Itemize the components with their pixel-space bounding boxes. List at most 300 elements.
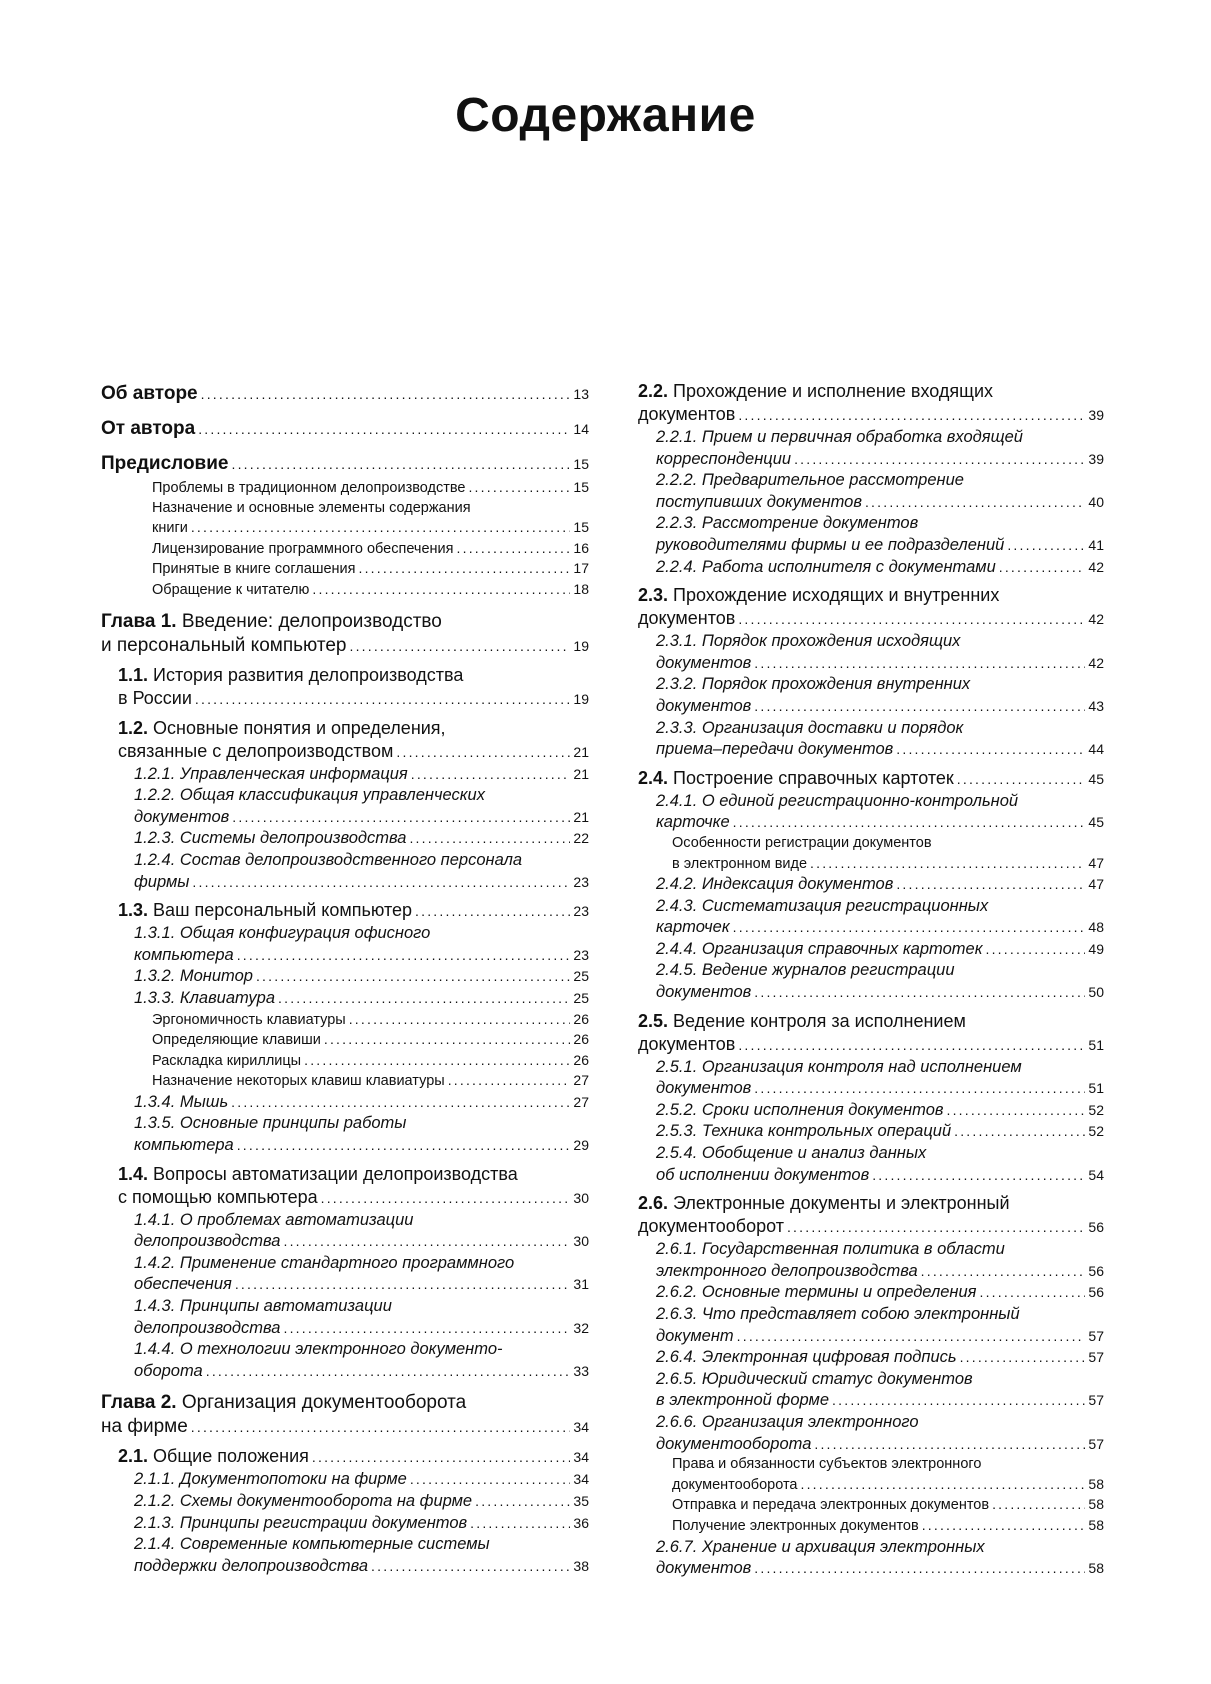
dot-leader <box>733 812 1086 834</box>
dot-leader <box>409 828 570 850</box>
toc-entry-text-wrap <box>656 1282 977 1304</box>
dot-leader <box>396 741 570 764</box>
toc-entry-title: 2.6.4. Электронная цифровая подпись <box>656 1348 957 1367</box>
toc-entry-last-line <box>152 1071 589 1092</box>
toc-entry-title: 1.2.2. Общая классификация управленческих <box>134 786 485 805</box>
toc-entry-line <box>118 717 589 740</box>
dot-leader <box>358 559 570 579</box>
dot-leader <box>232 451 571 478</box>
toc-entry-line <box>656 1304 1104 1326</box>
toc-entry-line <box>152 499 589 519</box>
toc-entry-text-wrap <box>134 872 189 894</box>
toc-entry-title: Лицензирование программного обеспечения <box>152 540 454 557</box>
toc-entry-line <box>101 610 589 634</box>
toc-entry <box>101 415 589 443</box>
toc-entry <box>101 539 589 560</box>
toc-entry-title: поступивших документов <box>656 492 862 511</box>
toc-entry <box>101 1071 589 1092</box>
toc-entry-title: 2.6.1. Государственная политика в области <box>656 1240 1005 1259</box>
toc-entry-text-wrap <box>134 1211 413 1229</box>
toc-entry-title: документов <box>656 696 752 715</box>
toc-entry <box>101 1163 589 1210</box>
toc-entry-last-line <box>101 450 589 478</box>
toc-page-number: 39 <box>1088 407 1104 423</box>
toc-entry-last-line <box>638 607 1104 631</box>
toc-entry-last-line <box>134 828 589 850</box>
toc-entry-title: в России <box>118 687 192 708</box>
toc-entry-title: Предисловие <box>101 453 229 474</box>
toc-entry-text-wrap <box>656 1413 919 1431</box>
toc-entry <box>638 1516 1104 1537</box>
toc-entry-title: фирмы <box>134 872 190 891</box>
toc-page-number: 33 <box>573 1362 589 1379</box>
dot-leader <box>304 1051 570 1071</box>
toc-entry <box>101 1030 589 1051</box>
toc-entry-title: 2.4.5. Ведение журналов регистрации <box>656 961 955 980</box>
toc-entry-text-wrap <box>152 479 465 499</box>
toc-entry-title: 2.3.1. Порядок прохождения исходящих <box>656 632 961 651</box>
dot-leader <box>201 381 571 408</box>
toc-entry-last-line <box>134 945 589 967</box>
toc-entry <box>101 478 589 499</box>
toc-entry-text-wrap <box>656 1370 973 1388</box>
toc-entry-title: с помощью компьютера <box>118 1186 318 1207</box>
dot-leader <box>411 764 571 786</box>
toc-entry <box>638 1304 1104 1347</box>
dot-leader <box>754 1078 1085 1100</box>
toc-entry <box>101 828 589 850</box>
toc-entry-line <box>638 380 1104 403</box>
toc-entry-title: 2.1.2. Схемы документооборота на фирме <box>134 1492 473 1510</box>
toc-page-number: 32 <box>573 1319 589 1336</box>
dot-leader <box>946 1100 1085 1122</box>
toc-entry-line <box>656 631 1104 653</box>
toc-entry-text-wrap <box>134 1274 232 1296</box>
toc-entry <box>101 580 589 601</box>
toc-entry-title: связанные с делопроизводством <box>118 740 394 761</box>
toc-entry-title: Отправка и передача электронных документов <box>672 1497 990 1514</box>
toc-entry-text-wrap <box>134 924 430 942</box>
dot-leader <box>960 1347 1086 1369</box>
toc-entry <box>638 1057 1104 1100</box>
dot-leader <box>738 608 1085 631</box>
toc-entry-title: 1.3.1. Общая конфигурация офисного <box>134 924 431 943</box>
toc-entry-number: 2.3. <box>638 585 669 606</box>
toc-entry-title: Организация документооборота <box>181 1392 467 1414</box>
toc-entry-text-wrap <box>638 1011 966 1031</box>
toc-entry-number: Глава 1. <box>101 610 177 632</box>
toc-entry-text-wrap <box>134 1114 406 1132</box>
toc-entry-line <box>656 791 1104 813</box>
toc-entry-last-line <box>152 518 589 539</box>
dot-leader <box>235 1274 571 1296</box>
toc-page-number: 34 <box>573 1471 589 1488</box>
toc-entry-line <box>118 664 589 687</box>
toc-entry-last-line <box>101 380 589 408</box>
toc-entry-last-line <box>152 580 589 601</box>
toc-entry <box>101 664 589 711</box>
toc-entry <box>101 1113 589 1156</box>
toc-entry-last-line <box>638 1033 1104 1057</box>
toc-entry-title: документооборота <box>672 1476 798 1493</box>
toc-entry-title: корреспонденции <box>656 449 792 468</box>
toc-entry-text-wrap <box>638 607 735 630</box>
toc-entry-title: книги <box>152 520 188 537</box>
toc-page-number: 23 <box>573 873 589 890</box>
toc-page-number: 18 <box>573 580 589 597</box>
toc-entry <box>638 557 1104 579</box>
toc-entry-line <box>638 1192 1104 1215</box>
toc-entry-last-line <box>656 492 1104 514</box>
toc-page-number: 25 <box>573 989 589 1006</box>
toc-entry-text-wrap <box>638 381 993 401</box>
toc-entry-title: 2.1.1. Документопотоки на фирме <box>134 1470 407 1489</box>
toc-entry-last-line <box>656 1165 1104 1187</box>
dot-leader <box>192 872 570 894</box>
toc-entry-last-line <box>656 1121 1104 1143</box>
dot-leader <box>922 1516 1086 1536</box>
toc-entry <box>638 584 1104 631</box>
toc-entry-title: Раскладка кириллицы <box>152 1052 302 1069</box>
toc-page-number: 15 <box>573 479 589 495</box>
toc-entry-text-wrap <box>134 851 522 869</box>
toc-entry <box>101 380 589 408</box>
toc-entry-text-wrap <box>656 471 964 489</box>
toc-entry-title: Особенности регистрации документов <box>672 834 932 851</box>
toc-entry-title: Введение: делопроизводство <box>181 610 442 632</box>
toc-entry-text-wrap <box>152 540 454 560</box>
toc-entry-text-wrap <box>672 1496 989 1516</box>
toc-entry-text-wrap <box>656 696 751 718</box>
toc-entry-line <box>656 674 1104 696</box>
page-title: Содержание <box>455 89 756 142</box>
dot-leader <box>448 1071 571 1091</box>
toc-entry-text-wrap <box>134 1556 368 1578</box>
toc-entry-title: и персональный компьютер <box>101 634 347 656</box>
toc-entry-text-wrap <box>101 1392 466 1413</box>
toc-entry <box>638 791 1104 834</box>
toc-page-number: 26 <box>573 1031 589 1048</box>
dot-leader <box>801 1475 1086 1495</box>
toc-entry-last-line <box>656 535 1104 557</box>
dot-leader <box>283 1231 570 1253</box>
toc-entry-title: 2.4.1. О единой регистрационно-контрольной <box>656 791 1019 810</box>
toc-entry-title: документов <box>638 404 736 424</box>
toc-page-number: 42 <box>1088 558 1104 575</box>
toc-entry-text-wrap <box>134 807 229 829</box>
toc-entry-text-wrap <box>152 1011 346 1031</box>
toc-page-number: 56 <box>1088 1219 1104 1236</box>
toc-entry-line <box>656 470 1104 492</box>
dot-leader <box>195 688 571 711</box>
toc-entry <box>638 1239 1104 1282</box>
toc-page-number: 56 <box>1088 1284 1104 1301</box>
toc-entry-title: документов <box>656 983 752 1002</box>
toc-entry-text-wrap <box>656 1305 1020 1323</box>
dot-leader <box>1007 535 1085 557</box>
toc-entry-line <box>656 1239 1104 1261</box>
toc-entry-text-wrap <box>152 519 188 539</box>
toc-entry <box>101 923 589 966</box>
dot-leader <box>733 917 1086 939</box>
toc-entry-title: 2.1.4. Современные компьютерные системы <box>134 1535 490 1554</box>
dot-leader <box>992 1495 1085 1515</box>
dot-leader <box>921 1261 1086 1283</box>
dot-leader <box>321 1187 571 1210</box>
toc-entry <box>101 1296 589 1339</box>
toc-entry-last-line <box>134 872 589 894</box>
toc-entry-text-wrap <box>672 1517 919 1537</box>
toc-entry-title: документ <box>656 1326 734 1345</box>
toc-entry-text-wrap <box>134 1361 203 1383</box>
toc-entry <box>101 1469 589 1491</box>
toc-entry-title: поддержки делопроизводства <box>134 1556 369 1575</box>
toc-entry-last-line <box>134 1361 589 1383</box>
toc-entry-last-line <box>134 1274 589 1296</box>
toc-entry-last-line <box>134 764 589 786</box>
toc-entry <box>638 1100 1104 1122</box>
toc-entry-last-line <box>134 1513 589 1535</box>
toc-entry-line <box>672 1455 1104 1475</box>
toc-entry-last-line <box>134 1231 589 1253</box>
toc-entry-title: От автора <box>101 418 196 439</box>
toc-entry-last-line <box>101 1415 589 1439</box>
toc-entry <box>638 1347 1104 1369</box>
toc-entry-title: Общие положения <box>153 1446 309 1467</box>
toc-page-number: 43 <box>1088 697 1104 714</box>
toc-entry-text-wrap <box>656 982 751 1004</box>
toc-entry-text-wrap <box>152 1052 301 1072</box>
toc-entry-line <box>134 1339 589 1361</box>
toc-page-number: 48 <box>1088 919 1104 936</box>
toc-page-number: 42 <box>1088 654 1104 671</box>
toc-entry-last-line <box>134 1318 589 1340</box>
dot-leader <box>475 1491 570 1513</box>
toc-entry <box>101 988 589 1010</box>
dot-leader <box>957 768 1086 791</box>
toc-page-number: 27 <box>573 1072 589 1089</box>
toc-page-number: 27 <box>573 1093 589 1110</box>
toc-entry-line <box>656 1057 1104 1079</box>
toc-entry-text-wrap <box>134 1231 280 1253</box>
toc-page-number: 56 <box>1088 1262 1104 1279</box>
toc-page-number: 21 <box>573 808 589 825</box>
toc-entry <box>101 499 589 539</box>
toc-entry-text-wrap <box>672 835 932 851</box>
toc-entry <box>638 874 1104 896</box>
dot-leader <box>832 1390 1085 1412</box>
toc-entry-text-wrap <box>656 739 893 761</box>
toc-page-number: 15 <box>573 456 589 472</box>
toc-entry-text-wrap <box>656 535 1004 557</box>
toc-entry <box>638 1495 1104 1516</box>
toc-entry-text-wrap <box>656 1558 751 1580</box>
toc-entry <box>638 718 1104 761</box>
toc-entry <box>638 1412 1104 1455</box>
toc-entry-text-wrap <box>672 855 807 875</box>
toc-entry-text-wrap <box>656 1144 926 1162</box>
toc-entry-title: 2.6.7. Хранение и архивация электронных <box>656 1537 985 1556</box>
dot-leader <box>738 1034 1085 1057</box>
toc-page-number: 57 <box>1088 1435 1104 1452</box>
toc-entry-text-wrap <box>134 966 253 988</box>
toc-page-number: 57 <box>1088 1392 1104 1409</box>
toc-entry-line <box>656 1369 1104 1391</box>
toc-entry-last-line <box>656 874 1104 896</box>
toc-page-number: 19 <box>573 690 589 707</box>
toc-entry-text-wrap <box>656 428 1023 446</box>
toc-entry <box>101 764 589 786</box>
toc-entry-text-wrap <box>152 560 355 580</box>
toc-entry-title: оборота <box>134 1361 203 1380</box>
toc-entry-line <box>656 513 1104 535</box>
toc-entry-last-line <box>656 939 1104 961</box>
toc-entry <box>101 1051 589 1072</box>
dot-leader <box>312 580 570 600</box>
dot-leader <box>371 1556 570 1578</box>
toc-entry-title: 2.5.1. Организация контроля над исполнением <box>656 1057 1022 1076</box>
dot-leader <box>999 557 1086 579</box>
toc-entry-text-wrap <box>656 675 970 693</box>
toc-entry-last-line <box>134 1491 589 1513</box>
toc-entry-last-line <box>656 1558 1104 1580</box>
toc-page-number: 41 <box>1088 536 1104 553</box>
toc-entry-line <box>134 1210 589 1232</box>
toc-entry-text-wrap <box>656 1434 811 1456</box>
dot-leader <box>814 1434 1085 1456</box>
toc-entry-last-line <box>134 1556 589 1578</box>
toc-entry-text-wrap <box>656 897 988 915</box>
toc-entry-title: делопроизводства <box>134 1318 281 1337</box>
toc-entry-title: 1.4.1. О проблемах автоматизации <box>134 1210 414 1229</box>
toc-entry-title: Обращение к читателю <box>152 581 310 598</box>
toc-entry-title: Определяющие клавиши <box>152 1032 321 1049</box>
toc-entry-title: Назначение и основные элементы содержания <box>152 499 471 516</box>
dot-leader <box>237 1135 571 1157</box>
toc-entry-text-wrap <box>118 718 446 738</box>
toc-entry <box>101 450 589 478</box>
toc-page-number: 58 <box>1088 1560 1104 1577</box>
toc-entry <box>638 1282 1104 1304</box>
toc-entry-title: Принятые в книге соглашения <box>152 561 356 578</box>
toc-entry-title: Построение справочных картотек <box>673 767 954 788</box>
toc-entry-text-wrap <box>134 828 406 850</box>
toc-entry-text-wrap <box>118 899 412 922</box>
toc-entry-title: документов <box>656 1079 752 1098</box>
dot-leader <box>457 539 571 559</box>
toc-entry-last-line <box>656 982 1104 1004</box>
toc-page-number: 50 <box>1088 984 1104 1001</box>
toc-entry-last-line <box>656 812 1104 834</box>
toc-page-number: 23 <box>573 946 589 963</box>
toc-entry <box>101 1339 589 1382</box>
toc-entry-last-line <box>656 1347 1104 1369</box>
toc-entry-title: 2.5.4. Обобщение и анализ данных <box>656 1144 927 1163</box>
toc-entry-text-wrap <box>134 945 234 967</box>
toc-entry-text-wrap <box>656 1326 734 1348</box>
dot-leader <box>896 874 1085 896</box>
toc-entry-number: 2.4. <box>638 767 669 788</box>
toc-entry-line <box>656 718 1104 740</box>
dot-leader <box>312 1446 571 1469</box>
toc-entry-last-line <box>656 1282 1104 1304</box>
dot-leader <box>738 404 1085 427</box>
toc-entry-line <box>638 584 1104 607</box>
toc-entry-text-wrap <box>656 1121 951 1143</box>
toc-entry-last-line <box>672 854 1104 875</box>
toc-entry-title: делопроизводства <box>134 1232 281 1251</box>
toc-entry-line <box>656 896 1104 918</box>
toc-entry-title: об исполнении документов <box>656 1165 870 1184</box>
toc-entry-text-wrap <box>118 687 192 710</box>
toc-entry-title: 1.4.3. Принципы автоматизации <box>134 1297 392 1316</box>
toc-entry-title: документов <box>656 1559 752 1578</box>
toc-entry <box>101 610 589 658</box>
toc-entry-title: Эргономичность клавиатуры <box>152 1011 346 1028</box>
toc-entry <box>101 785 589 828</box>
toc-entry <box>101 1445 589 1469</box>
toc-entry-line <box>118 1163 589 1186</box>
toc-entry-text-wrap <box>656 1100 943 1122</box>
toc-entry-line <box>101 1391 589 1415</box>
toc-entry-title: 2.2.1. Прием и первичная обработка входящей <box>656 428 1023 446</box>
toc-entry-text-wrap <box>101 611 442 632</box>
toc-entry <box>101 1534 589 1577</box>
toc-entry-title: в электронном виде <box>672 855 808 872</box>
toc-entry-last-line <box>656 449 1104 471</box>
toc-entry <box>638 1537 1104 1580</box>
toc-entry-title: документов <box>638 608 736 629</box>
toc-entry-title: 2.4.2. Индексация документов <box>656 875 894 894</box>
toc-entry-text-wrap <box>118 1445 309 1468</box>
dot-leader <box>191 518 571 538</box>
toc-entry-title: 1.4.2. Применение стандартного программного <box>134 1253 515 1272</box>
toc-entry <box>638 960 1104 1003</box>
toc-entry-number: 1.3. <box>118 900 149 921</box>
toc-entry-text-wrap <box>656 1058 1022 1076</box>
toc-entry-text-wrap <box>118 1186 318 1209</box>
toc-page-number: 29 <box>573 1137 589 1154</box>
toc-page-number: 30 <box>573 1189 589 1206</box>
toc-entry-title: 2.6.6. Организация электронного <box>656 1412 919 1431</box>
toc-entry-number: 2.1. <box>118 1446 149 1467</box>
toc-entry-title: карточке <box>656 813 730 832</box>
dot-leader <box>283 1318 570 1340</box>
toc-entry <box>101 966 589 988</box>
toc-entry-line <box>134 785 589 807</box>
toc-page-number: 21 <box>573 743 589 760</box>
toc-entry-title: документов <box>134 807 230 826</box>
toc-entry <box>638 767 1104 791</box>
toc-page-number: 38 <box>573 1557 589 1574</box>
toc-entry <box>638 631 1104 674</box>
toc-entry-title: 2.1.3. Принципы регистрации документов <box>134 1513 468 1532</box>
toc-entry-title: документов <box>638 1033 736 1054</box>
toc-entry-title: 2.5.2. Сроки исполнения документов <box>656 1100 944 1119</box>
toc-entry-text-wrap <box>134 1491 472 1513</box>
toc-entry <box>101 1092 589 1114</box>
toc-entry-text-wrap <box>656 719 963 737</box>
toc-entry-text-wrap <box>656 939 983 961</box>
toc-entry-last-line <box>656 653 1104 675</box>
toc-entry-last-line <box>118 1186 589 1210</box>
dot-leader <box>754 1558 1085 1580</box>
toc-entry-line <box>656 1537 1104 1559</box>
dot-leader <box>191 1415 571 1439</box>
toc-entry-last-line <box>656 739 1104 761</box>
toc-entry-last-line <box>152 478 589 499</box>
dot-leader <box>865 492 1085 514</box>
